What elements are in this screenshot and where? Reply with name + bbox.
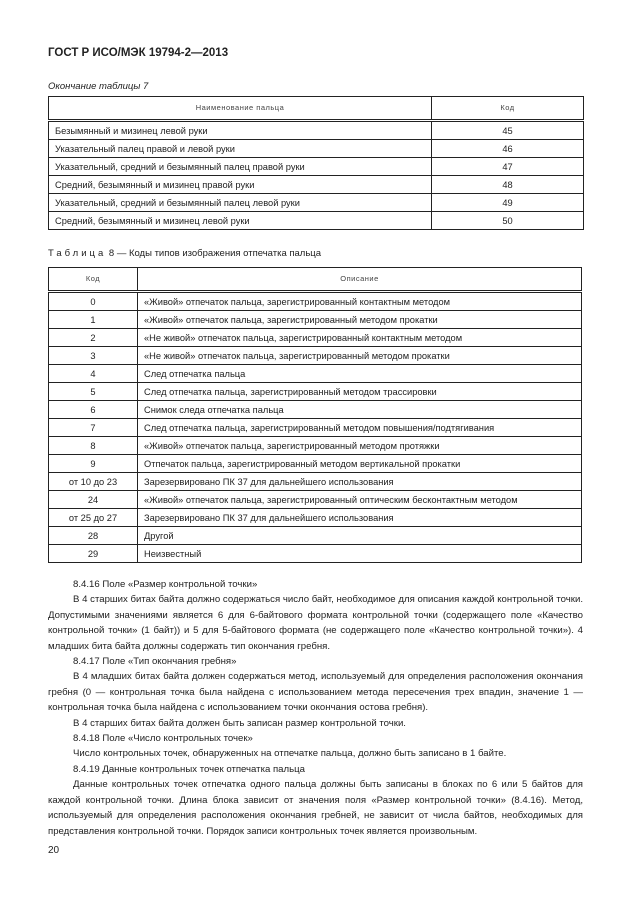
code-cell: 7 [49,419,138,437]
code-cell: 2 [49,329,138,347]
description-cell: Безымянный и мизинец левой руки [49,121,432,140]
table-7 [48,96,584,230]
code-cell: 45 [432,121,584,140]
table-row [49,509,582,527]
table7-header-code: Код [432,97,584,121]
table7-header-name: Наименование пальца [49,97,432,121]
code-cell: 1 [49,311,138,329]
description-cell: «Живой» отпечаток пальца, зарегистрированный контактным методом [138,292,582,311]
description-cell: Указательный, средний и безымянный палец правой руки [49,158,432,176]
table-row [49,437,582,455]
code-cell: 0 [49,292,138,311]
table8-caption [48,248,584,260]
description-cell: Средний, безымянный и мизинец правой руки [49,176,432,194]
section-heading: 8.4.18 Поле «Число контрольных точек» [73,733,253,745]
table-row [49,194,584,212]
table-row [49,311,582,329]
description-cell: Отпечаток пальца, зарегистрированный методом вертикальной прокатки [138,455,582,473]
table8-caption-label: Таблица [48,248,107,259]
description-cell: След отпечатка пальца, зарегистрированный методом повышения/подтягивания [138,419,582,437]
table-row [49,140,584,158]
table-row [49,292,582,311]
description-cell: След отпечатка пальца [138,365,582,383]
code-cell: 5 [49,383,138,401]
description-cell: След отпечатка пальца, зарегистрированный методом трассировки [138,383,582,401]
code-cell: 6 [49,401,138,419]
page-number: 20 [48,844,60,856]
table8-header-code: Код [49,268,138,292]
table-row [49,473,582,491]
table-row [49,383,582,401]
code-cell: 24 [49,491,138,509]
code-cell: от 10 до 23 [49,473,138,491]
document-header: ГОСТ Р ИСО/МЭК 19794-2—2013 [48,47,229,59]
description-cell: «Не живой» отпечаток пальца, зарегистрированный контактным методом [138,329,582,347]
table-row [49,212,584,230]
paragraph: В 4 старших битах байта должно содержаться число байт, необходимое для описания каждой контрольной точки. Допустимыми значениями является 6 для 6-байтового формата контрольной точки (содержащего поле «Качество контрольной точки» (1 байт)) и 5 для 5-байтового формата (не содержащего поле «Качество контрольной точки»). 4 младших бита байта должны содержать тип окончания гребня. [48,594,583,652]
table8-header-description: Описание [138,268,582,292]
paragraph: В 4 старших битах байта должен быть записан размер контрольной точки. [73,717,406,729]
paragraph: В 4 младших битах байта должен содержаться метод, используемый для определения расположения окончания гребня (0 — контрольная точка была найдена с использованием метода пересечения трех впадин, значение 1 — контрольная точка была найдена с использованием точки окончания остова гребня). [48,671,583,714]
table7-caption: Окончание таблицы 7 [48,81,149,92]
table-row [49,158,584,176]
table-8 [48,267,582,563]
description-cell: Указательный палец правой и левой руки [49,140,432,158]
code-cell: 50 [432,212,584,230]
body-text [48,577,583,839]
description-cell: Зарезервировано ПК 37 для дальнейшего использования [138,473,582,491]
code-cell: от 25 до 27 [49,509,138,527]
table-row [49,527,582,545]
section-heading: 8.4.17 Поле «Тип окончания гребня» [73,656,237,668]
section-heading: 8.4.16 Поле «Размер контрольной точки» [73,579,258,590]
table-row [49,121,584,140]
code-cell: 28 [49,527,138,545]
table8-caption-text: 8 — Коды типов изображения отпечатка пальца [108,248,322,259]
table-row [49,176,584,194]
description-cell: Другой [138,527,582,545]
paragraph: Данные контрольных точек отпечатка одного пальца должны быть записаны в блоках по 6 или 5 байтов для каждой контрольной точки. Длина блока зависит от значения поля «Размер контрольной точки» (8.4.16). Метод, используемый для определения расположения окончания гребней, не зависит от числа байтов, необходимых для представления контрольной точки. Порядок записи контрольных точек является произвольным. [48,779,583,837]
table-row [49,419,582,437]
paragraph: Число контрольных точек, обнаруженных на отпечатке пальца, должно быть записано в 1 байте. [73,748,507,760]
code-cell: 48 [432,176,584,194]
description-cell: «Не живой» отпечаток пальца, зарегистрированный методом прокатки [138,347,582,365]
description-cell: «Живой» отпечаток пальца, зарегистрированный оптическим бесконтактным методом [138,491,582,509]
description-cell: Указательный, средний и безымянный палец левой руки [49,194,432,212]
description-cell: «Живой» отпечаток пальца, зарегистрированный методом протяжки [138,437,582,455]
section-heading: 8.4.19 Данные контрольных точек отпечатка пальца [73,763,305,775]
table-row [49,455,582,473]
table-row [49,365,582,383]
table-row [49,329,582,347]
code-cell: 3 [49,347,138,365]
code-cell: 4 [49,365,138,383]
table-row [49,401,582,419]
code-cell: 47 [432,158,584,176]
table-row [49,347,582,365]
description-cell: Средний, безымянный и мизинец левой руки [49,212,432,230]
description-cell: Зарезервировано ПК 37 для дальнейшего использования [138,509,582,527]
code-cell: 49 [432,194,584,212]
table-row [49,545,582,563]
code-cell: 8 [49,437,138,455]
code-cell: 29 [49,545,138,563]
code-cell: 9 [49,455,138,473]
description-cell: Неизвестный [138,545,582,563]
description-cell: Снимок следа отпечатка пальца [138,401,582,419]
table-row [49,491,582,509]
code-cell: 46 [432,140,584,158]
description-cell: «Живой» отпечаток пальца, зарегистрированный методом прокатки [138,311,582,329]
